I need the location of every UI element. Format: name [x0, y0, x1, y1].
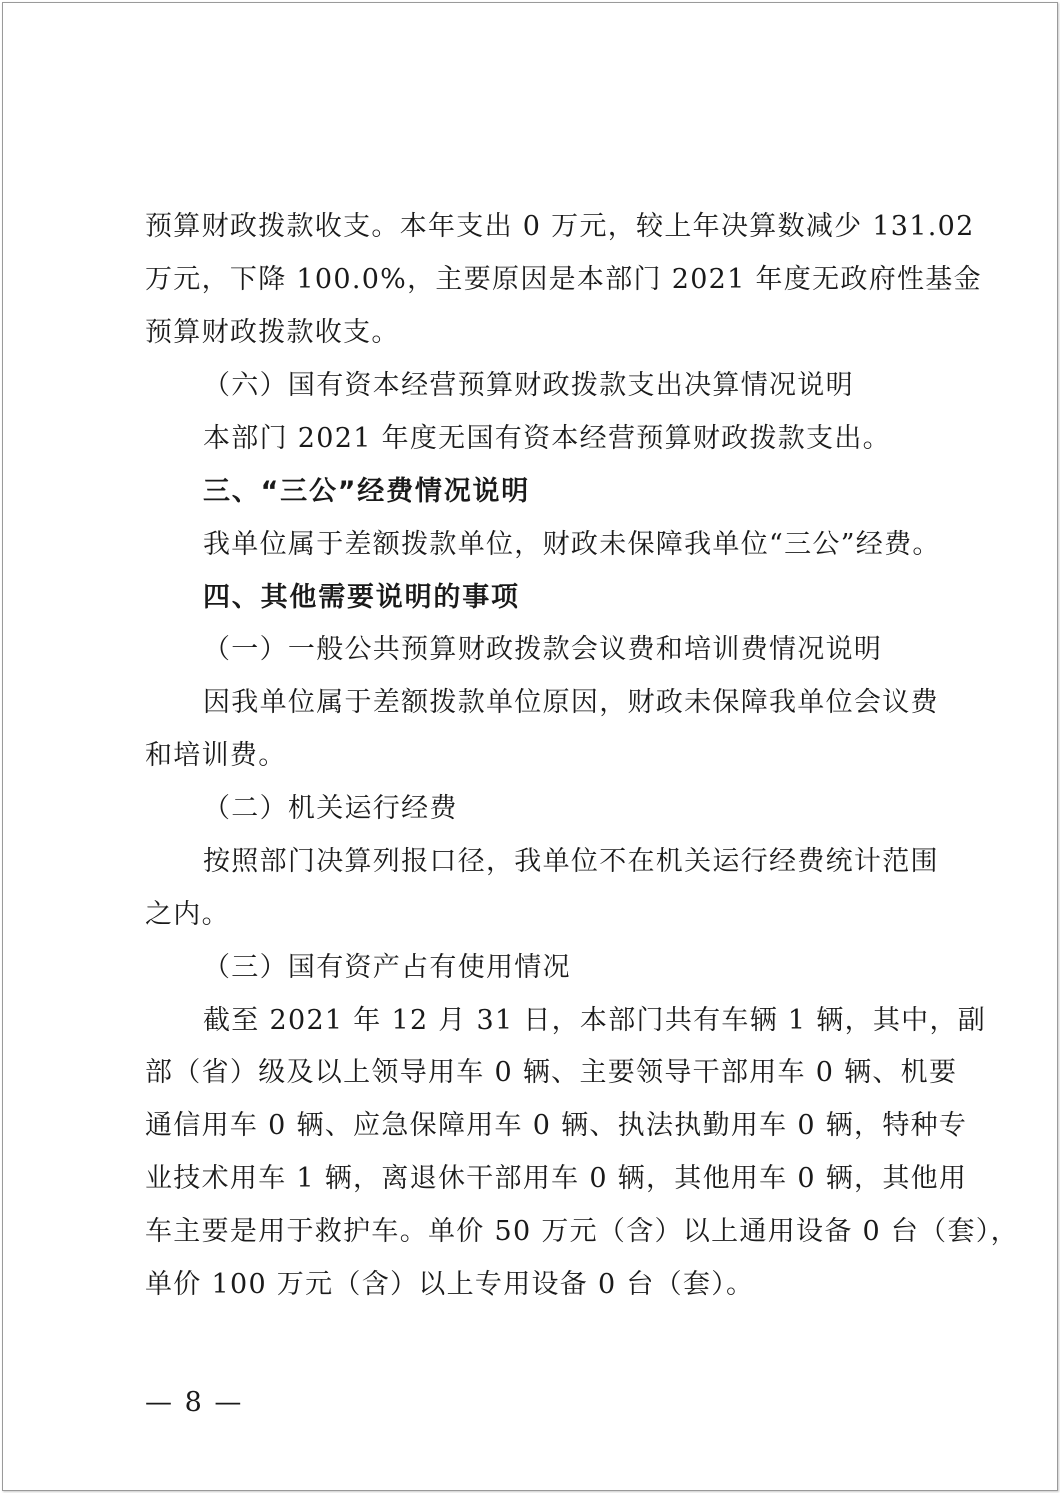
paragraph-line: 截至 2021 年 12 月 31 日，本部门共有车辆 1 辆，其中，副	[203, 1005, 987, 1036]
paragraph-line: 单价 100 万元（含）以上专用设备 0 台（套）。	[145, 1269, 755, 1300]
paragraph-line: 万元，下降 100.0%，主要原因是本部门 2021 年度无政府性基金	[145, 264, 982, 295]
paragraph-line: 通信用车 0 辆、应急保障用车 0 辆、执法执勤用车 0 辆，特种专	[145, 1110, 968, 1141]
section-heading-3: 三、“三公”经费情况说明	[203, 476, 531, 507]
subsection-heading-2: （二）机关运行经费	[203, 793, 458, 824]
paragraph-line: 和培训费。	[145, 740, 287, 771]
paragraph-line: 按照部门决算列报口径，我单位不在机关运行经费统计范围	[203, 846, 939, 877]
paragraph-line: 我单位属于差额拨款单位，财政未保障我单位“三公”经费。	[203, 529, 941, 560]
section-heading-4: 四、其他需要说明的事项	[203, 582, 520, 613]
paragraph-line: 车主要是用于救护车。单价 50 万元（含）以上通用设备 0 台（套），	[145, 1216, 1019, 1247]
subsection-heading-1: （一）一般公共预算财政拨款会议费和培训费情况说明	[203, 634, 883, 665]
paragraph-line: 预算财政拨款收支。	[145, 317, 400, 348]
page-number: — 8 —	[145, 1387, 244, 1418]
subsection-heading-3: （三）国有资产占有使用情况	[203, 952, 571, 983]
paragraph-line: 因我单位属于差额拨款单位原因，财政未保障我单位会议费	[203, 687, 939, 718]
section-heading-6: （六）国有资本经营预算财政拨款支出决算情况说明	[203, 370, 854, 401]
paragraph-line: 部（省）级及以上领导用车 0 辆、主要领导干部用车 0 辆、机要	[145, 1057, 958, 1088]
paragraph-line: 业技术用车 1 辆，离退休干部用车 0 辆，其他用车 0 辆，其他用	[145, 1163, 968, 1194]
paragraph-line: 之内。	[145, 899, 230, 930]
paragraph-line: 预算财政拨款收支。本年支出 0 万元，较上年决算数减少 131.02	[145, 211, 975, 242]
paragraph-line: 本部门 2021 年度无国有资本经营预算财政拨款支出。	[203, 423, 891, 454]
page	[2, 2, 1058, 1491]
